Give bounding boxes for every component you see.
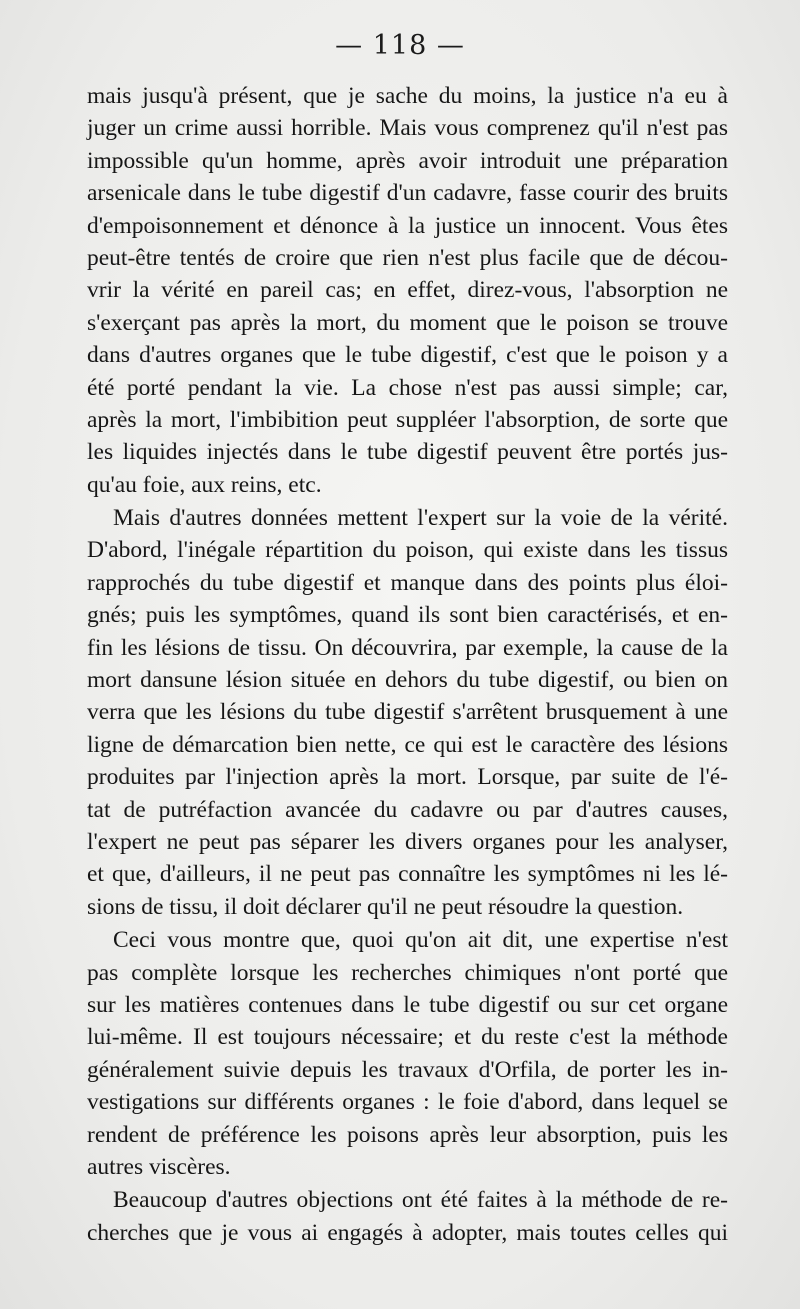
paragraph [87, 1184, 728, 1249]
text-line: D'abord, l'inégale répartition du poison, qui existe dans les tissus [87, 537, 728, 564]
text-line: Mais d'autres données mettent l'expert sur la voie de la vérité. [113, 505, 728, 532]
text-line: l'expert ne peut pas séparer les divers organes pour les analyser, [87, 828, 728, 855]
text-line: généralement suivie depuis les travaux d'Orfila, de porter les in- [87, 1056, 728, 1083]
text-line: s'exerçant pas après la mort, du moment que le poison se trouve [87, 309, 728, 336]
text-line: gnés; puis les symptômes, quand ils sont bien caractérisés, et en- [87, 602, 728, 629]
paragraph [87, 80, 728, 501]
text-line: vrir la vérité en pareil cas; en effet, direz-vous, l'absorption ne [87, 277, 728, 304]
text-line: produites par l'injection après la mort. Lorsque, par suite de l'é- [87, 764, 728, 791]
text-line: fin les lésions de tissu. On découvrira, par exemple, la cause de la [87, 634, 728, 661]
text-line: après la mort, l'imbibition peut suppléer l'absorption, de sorte que [87, 406, 728, 433]
text-line: mort dansune lésion située en dehors du tube digestif, ou bien on [87, 667, 728, 694]
text-line: lui-même. Il est toujours nécessaire; et du reste c'est la méthode [87, 1024, 728, 1051]
text-line: rapprochés du tube digestif et manque dans des points plus éloi- [87, 569, 728, 596]
body-text [87, 80, 728, 1249]
text-line: et que, d'ailleurs, il ne peut pas connaître les symptômes ni les lé- [87, 861, 728, 888]
text-line: Beaucoup d'autres objections ont été faites à la méthode de re- [113, 1187, 728, 1214]
paragraph [87, 924, 728, 1183]
text-line: sions de tissu, il doit déclarer qu'il ne peut résoudre la question. [87, 893, 684, 920]
text-line: été porté pendant la vie. La chose n'est pas aussi simple; car, [87, 374, 728, 401]
text-line: pas complète lorsque les recherches chimiques n'ont porté que [87, 959, 728, 986]
text-line: mais jusqu'à présent, que je sache du moins, la justice n'a eu à [87, 83, 728, 109]
text-line: les liquides injectés dans le tube digestif peuvent être portés jus- [87, 439, 728, 466]
text-line: ligne de démarcation bien nette, ce qui est le caractère des lésions [87, 731, 728, 758]
text-line: tat de putréfaction avancée du cadavre ou par d'autres causes, [87, 796, 728, 823]
text-line: verra que les lésions du tube digestif s'arrêtent brusquement à une [87, 699, 728, 726]
paragraph [87, 502, 728, 923]
text-line: peut-être tentés de croire que rien n'est plus facile que de décou- [87, 244, 728, 271]
text-line: d'empoisonnement et dénonce à la justice un innocent. Vous êtes [87, 212, 728, 239]
text-line: cherches que je vous ai engagés à adopter, mais toutes celles qui [87, 1219, 728, 1246]
text-line: juger un crime aussi horrible. Mais vous comprenez qu'il n'est pas [87, 115, 728, 142]
text-line: Ceci vous montre que, quoi qu'on ait dit, une expertise n'est [113, 927, 728, 954]
text-line: impossible qu'un homme, après avoir introduit une préparation [87, 147, 728, 174]
text-line: arsenicale dans le tube digestif d'un cadavre, fasse courir des bruits [87, 180, 728, 207]
text-line: autres viscères. [87, 1153, 231, 1180]
text-line: sur les matières contenues dans le tube digestif ou sur cet organe [87, 991, 728, 1018]
page-number: — 118 — [335, 30, 465, 61]
text-line: qu'au foie, aux reins, etc. [87, 471, 322, 498]
text-line: dans d'autres organes que le tube digestif, c'est que le poison y a [87, 342, 728, 369]
text-line: rendent de préférence les poisons après leur absorption, puis les [87, 1121, 728, 1148]
text-line: vestigations sur différents organes : le foie d'abord, dans lequel se [87, 1089, 728, 1116]
